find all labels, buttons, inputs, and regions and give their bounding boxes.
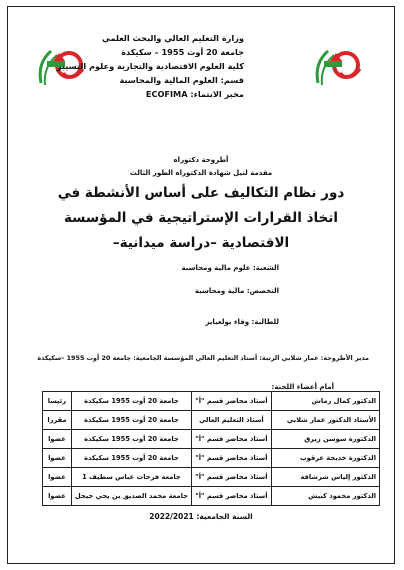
committee-title: أمام أعضاء اللجنة: (271, 383, 334, 391)
member-university: جامعة 20 أوت 1955 سكيكدة (71, 392, 191, 411)
member-name: الدكتور كمال رماش (271, 392, 379, 411)
degree-block (8, 154, 394, 180)
thesis-title-line-3: الاقتصادية –دراسة ميدانية– (112, 235, 290, 251)
faculty-name: كلية العلوم الاقتصادية والتجارية وعلوم التسيير (56, 61, 244, 71)
member-role: عضوا (43, 449, 72, 468)
member-rank: أستاذ محاضر قسم "أ" (191, 430, 271, 449)
member-university: جامعة محمد الصديق بن يحي جيجل (71, 487, 191, 506)
academic-year: السنة الجامعية: 2022/2021 (149, 512, 253, 521)
committee-row (43, 449, 380, 468)
committee-row (43, 430, 380, 449)
committee-row (43, 468, 380, 487)
committee-table (42, 391, 380, 506)
ministry-name: وزارة التعليم العالي والبحث العلمي (102, 33, 244, 43)
supervisor-line: مدير الأطروحة: عمار شلابي الرتبة: أستاذ التعليم العالي المؤسسة الجامعية: جامعة 20 أوت 1955 –سكيكدة (37, 354, 369, 362)
member-university: جامعة فرحات عباس سطيف 1 (71, 468, 191, 487)
member-rank: أستاذ محاضر قسم "أ" (191, 392, 271, 411)
committee-row (43, 392, 380, 411)
member-university: جامعة 20 أوت 1955 سكيكدة (71, 411, 191, 430)
member-rank: أستاذ محاضر قسم "أ" (191, 449, 271, 468)
member-name: الدكتورة سوسن زيرق (271, 430, 379, 449)
institution-header (56, 31, 244, 101)
member-role: عضوا (43, 468, 72, 487)
degree-type: أطروحة دكتوراه (173, 156, 229, 164)
member-name: الدكتورة خديجة عرقوب (271, 449, 379, 468)
specialty-label: التخصص: مالية ومحاسبة (194, 287, 279, 295)
member-rank: أستاذ التعليم العالي (191, 411, 271, 430)
department-name: قسم: العلوم المالية والمحاسبة (119, 75, 244, 85)
committee-row (43, 411, 380, 430)
member-role: مقررا (43, 411, 72, 430)
member-role: عضوا (43, 430, 72, 449)
committee-row (43, 487, 380, 506)
thesis-title (26, 181, 376, 256)
member-university: جامعة 20 أوت 1955 سكيكدة (71, 449, 191, 468)
document-page (7, 6, 395, 564)
member-name: الدكتور محمود كبيش (271, 487, 379, 506)
member-name: الدكتور إلياس شرشافة (271, 468, 379, 487)
member-rank: أستاذ محاضر قسم "أ" (191, 468, 271, 487)
university-logo-right (310, 43, 364, 89)
member-role: عضوا (43, 487, 72, 506)
member-role: رئيسا (43, 392, 72, 411)
student-label: للطالبة: وفاء بولعيايز (205, 318, 279, 326)
thesis-title-line-1: دور نظام التكاليف على أساس الأنشطة في (57, 185, 345, 201)
member-rank: أستاذ محاضر قسم "أ" (191, 487, 271, 506)
lab-name: مخبر الانتماء: ECOFIMA (145, 89, 244, 99)
member-university: جامعة 20 أوت 1955 سكيكدة (71, 430, 191, 449)
member-name: الأستاذ الدكتور عمار شلابي (271, 411, 379, 430)
branch-label: الشعبة: علوم مالية ومحاسبة (181, 264, 279, 272)
thesis-title-line-2: اتخاذ القرارات الإستراتيجية في المؤسسة (63, 210, 339, 226)
degree-purpose: مقدمة لنيل شهادة الدكتوراه الطور الثالث (129, 169, 273, 177)
university-name: جامعة 20 أوت 1955 – سكيكدة (121, 47, 244, 57)
